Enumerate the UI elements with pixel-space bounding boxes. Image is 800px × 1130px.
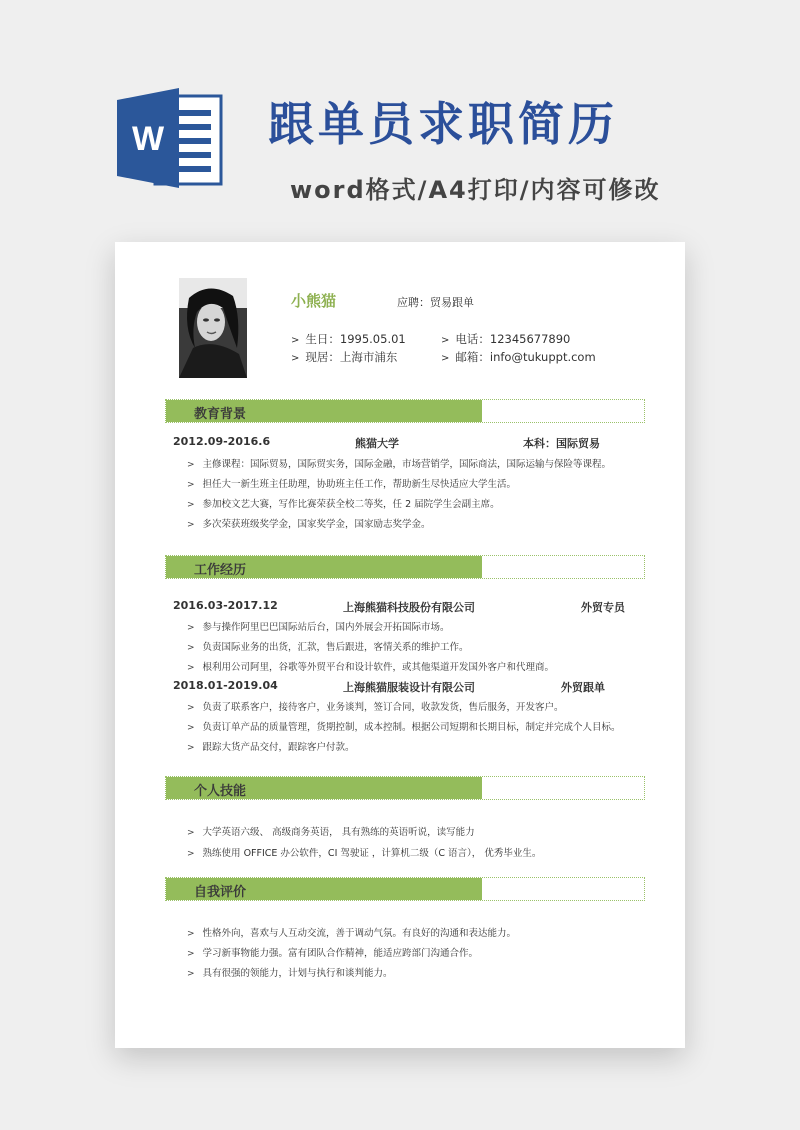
banner-subtitle: word格式/A4打印/内容可修改 [290,176,661,204]
list-item: > 多次荣获班级奖学金，国家奖学金，国家励志奖学金。 [187,519,431,530]
banner [0,0,800,240]
chevron-right-icon: > [187,743,195,753]
section-title: 教育背景 [194,407,247,422]
word-icon-letter: W [131,120,165,158]
job-period: 2016.03-2017.12 [173,599,278,612]
chevron-right-icon: > [187,969,195,979]
portrait-image [179,278,247,378]
list-item: > 大学英语六级、 高级商务英语， 具有熟练的英语听说，读写能力 [187,827,475,838]
section-self-eval-header [165,877,645,901]
list-item: > 根利用公司阿里，谷歌等外贸平台和设计软件，或其他渠道开发国外客户和代理商。 [187,662,555,673]
section-education-header [165,399,645,423]
chevron-right-icon: > [187,623,195,633]
chevron-right-icon: > [187,849,195,859]
list-item: > 熟练使用 OFFICE 办公软件，CI 驾驶证 ，计算机二级（C 语言）， 优秀毕业生。 [187,848,542,859]
chevron-right-icon: > [187,500,195,510]
job-company: 上海熊猫服装设计有限公司 [343,681,475,694]
job-role: 外贸专员 [581,601,625,614]
info-residence: > 现居：上海市浦东 [291,350,398,364]
section-title: 个人技能 [194,784,247,799]
chevron-right-icon: > [187,929,195,939]
chevron-right-icon: > [187,643,195,653]
job-role: 外贸跟单 [561,681,605,694]
list-item: > 参与操作阿里巴巴国际站后台，国内外展会开拓国际市场。 [187,622,450,633]
list-item: > 学习新事物能力强。富有团队合作精神，能适应跨部门沟通合作。 [187,948,479,959]
list-item: > 主修课程：国际贸易，国际贸实务，国际金融，市场营销学，国际商法，国际运输与保险等课程。 [187,459,612,470]
chevron-right-icon: > [187,949,195,959]
chevron-right-icon: > [187,480,195,490]
list-item: > 参加校文艺大赛，写作比赛荣获全校二等奖，任 2 届院学生会副主席。 [187,499,500,510]
info-birth: > 生日：1995.05.01 [291,332,406,346]
list-item: > 负责订单产品的质量管理，货期控制，成本控制。根据公司短期和长期目标，制定并完成个人目标。 [187,722,621,733]
profile-photo [179,278,247,378]
apply-position: 应聘：贸易跟单 [397,296,474,309]
chevron-right-icon: > [187,723,195,733]
chevron-right-icon: > [291,335,300,346]
section-work-header [165,555,645,579]
info-phone: > 电话：12345677890 [441,332,571,346]
list-item: > 跟踪大货产品交付，跟踪客户付款。 [187,742,355,753]
job-period: 2018.01-2019.04 [173,679,278,692]
list-item: > 担任大一新生班主任助理，协助班主任工作，帮助新生尽快适应大学生活。 [187,479,517,490]
resume-page [115,242,685,1048]
section-title: 工作经历 [194,563,247,578]
list-item: > 负责国际业务的出货，汇款，售后跟进，客情关系的维护工作。 [187,642,469,653]
chevron-right-icon: > [187,520,195,530]
info-email: > 邮箱：info@tukuppt.com [441,350,596,364]
education-period: 2012.09-2016.6 [173,435,271,448]
chevron-right-icon: > [187,663,195,673]
chevron-right-icon: > [441,335,450,346]
banner-title: 跟单员求职简历 [268,97,618,151]
section-skills-header [165,776,645,800]
chevron-right-icon: > [441,353,450,364]
education-school: 熊猫大学 [355,437,399,450]
candidate-name: 小熊猫 [291,292,337,310]
list-item: > 具有很强的领能力，计划与执行和谈判能力。 [187,968,393,979]
chevron-right-icon: > [187,460,195,470]
chevron-right-icon: > [187,828,195,838]
chevron-right-icon: > [187,703,195,713]
chevron-right-icon: > [291,353,300,364]
list-item: > 负责了联系客户，接待客户，业务谈判，签订合同，收款发货，售后服务，开发客户。 [187,702,564,713]
word-document-icon [115,82,227,194]
list-item: > 性格外向，喜欢与人互动交流，善于调动气氛。有良好的沟通和表达能力。 [187,928,517,939]
education-degree: 本科：国际贸易 [523,437,600,450]
section-title: 自我评价 [194,885,247,900]
job-company: 上海熊猫科技股份有限公司 [343,601,475,614]
